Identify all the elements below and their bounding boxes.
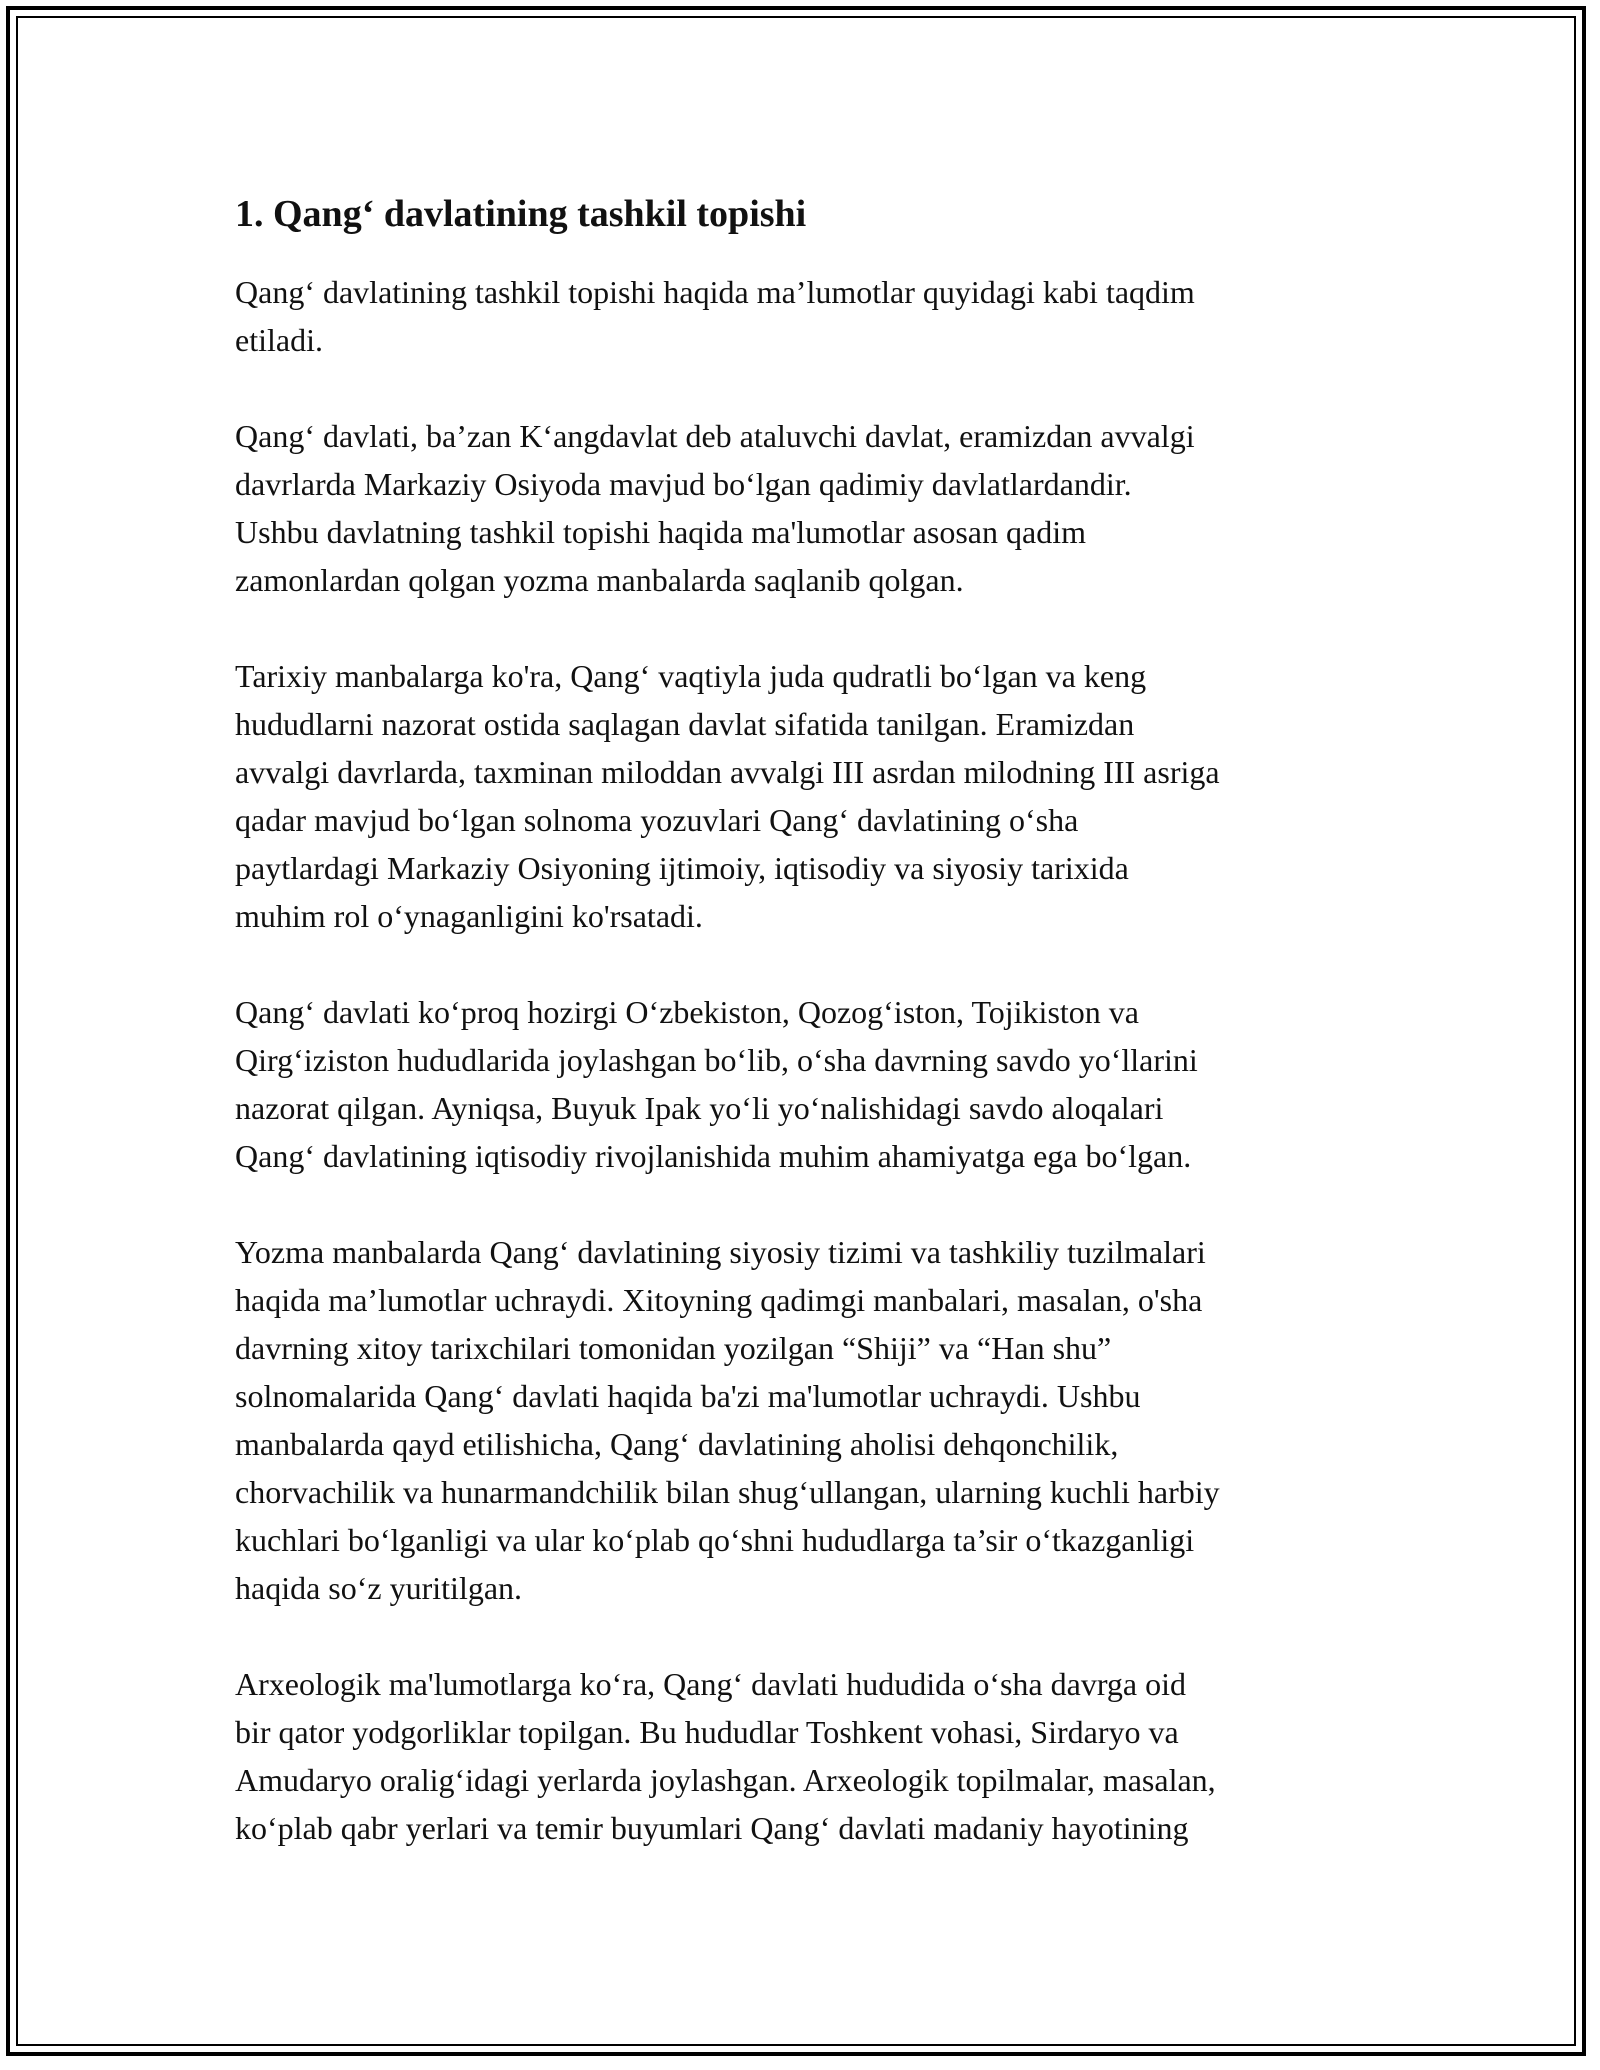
- paragraph-line: Qang‘ davlatining iqtisodiy rivojlanishida muhim ahamiyatga ega bo‘lgan.: [235, 1138, 1192, 1174]
- section-heading: 1. Qang‘ davlatining tashkil topishi: [235, 193, 807, 235]
- paragraph-line: haqida so‘z yuritilgan.: [235, 1570, 523, 1606]
- paragraph-line: haqida ma’lumotlar uchraydi. Xitoyning qadimgi manbalari, masalan, o'sha: [235, 1282, 1203, 1318]
- body-paragraph: [235, 652, 1375, 940]
- paragraph-line: Qang‘ davlatining tashkil topishi haqida ma’lumotlar quyidagi kabi taqdim: [235, 274, 1195, 310]
- body-paragraph: [235, 988, 1375, 1180]
- paragraph-line: manbalarda qayd etilishicha, Qang‘ davlatining aholisi dehqonchilik,: [235, 1426, 1119, 1462]
- paragraph-line: ko‘plab qabr yerlari va temir buyumlari Qang‘ davlati madaniy hayotining: [235, 1810, 1189, 1846]
- body-paragraph: [235, 412, 1375, 604]
- paragraph-line: Yozma manbalarda Qang‘ davlatining siyosiy tizimi va tashkiliy tuzilmalari: [235, 1234, 1206, 1270]
- document-body: [235, 180, 1375, 1900]
- paragraph-line: Amudaryo oralig‘idagi yerlarda joylashgan. Arxeologik topilmalar, masalan,: [235, 1762, 1216, 1798]
- paragraph-line: Arxeologik ma'lumotlarga ko‘ra, Qang‘ davlati hududida o‘sha davrga oid: [235, 1666, 1186, 1702]
- paragraph-line: Qirg‘iziston hududlarida joylashgan bo‘lib, o‘sha davrning savdo yo‘llarini: [235, 1042, 1198, 1078]
- paragraph-line: nazorat qilgan. Ayniqsa, Buyuk Ipak yo‘li yo‘nalishidagi savdo aloqalari: [235, 1090, 1164, 1126]
- paragraph-line: davrning xitoy tarixchilari tomonidan yozilgan “Shiji” va “Han shu”: [235, 1330, 1112, 1366]
- paragraph-line: bir qator yodgorliklar topilgan. Bu hududlar Toshkent vohasi, Sirdaryo va: [235, 1714, 1179, 1750]
- paragraph-line: Qang‘ davlati ko‘proq hozirgi O‘zbekiston, Qozog‘iston, Tojikiston va: [235, 994, 1139, 1030]
- paragraph-line: etiladi.: [235, 322, 323, 358]
- paragraph-line: Qang‘ davlati, ba’zan K‘angdavlat deb ataluvchi davlat, eramizdan avvalgi: [235, 418, 1195, 454]
- paragraph-line: qadar mavjud bo‘lgan solnoma yozuvlari Qang‘ davlatining o‘sha: [235, 802, 1079, 838]
- paragraph-line: solnomalarida Qang‘ davlati haqida ba'zi ma'lumotlar uchraydi. Ushbu: [235, 1378, 1141, 1414]
- paragraph-line: paytlardagi Markaziy Osiyoning ijtimoiy, iqtisodiy va siyosiy tarixida: [235, 850, 1129, 886]
- paragraph-line: avvalgi davrlarda, taxminan miloddan avvalgi III asrdan milodning III asriga: [235, 754, 1220, 790]
- body-paragraph: [235, 1228, 1375, 1612]
- paragraph-line: Ushbu davlatning tashkil topishi haqida ma'lumotlar asosan qadim: [235, 514, 1086, 550]
- paragraph-line: hududlarni nazorat ostida saqlagan davlat sifatida tanilgan. Eramizdan: [235, 706, 1135, 742]
- paragraph-line: zamonlardan qolgan yozma manbalarda saqlanib qolgan.: [235, 562, 964, 598]
- paragraph-line: muhim rol o‘ynaganligini ko'rsatadi.: [235, 898, 703, 934]
- paragraph-line: davrlarda Markaziy Osiyoda mavjud bo‘lgan qadimiy davlatlardandir.: [235, 466, 1132, 502]
- paragraph-list: [235, 268, 1375, 1852]
- paragraph-line: chorvachilik va hunarmandchilik bilan shug‘ullangan, ularning kuchli harbiy: [235, 1474, 1220, 1510]
- paragraph-line: Tarixiy manbalarga ko'ra, Qang‘ vaqtiyla juda qudratli bo‘lgan va keng: [235, 658, 1147, 694]
- paragraph-line: kuchlari bo‘lganligi va ular ko‘plab qo‘shni hududlarga ta’sir o‘tkazganligi: [235, 1522, 1195, 1558]
- body-paragraph: [235, 268, 1375, 364]
- body-paragraph: [235, 1660, 1375, 1852]
